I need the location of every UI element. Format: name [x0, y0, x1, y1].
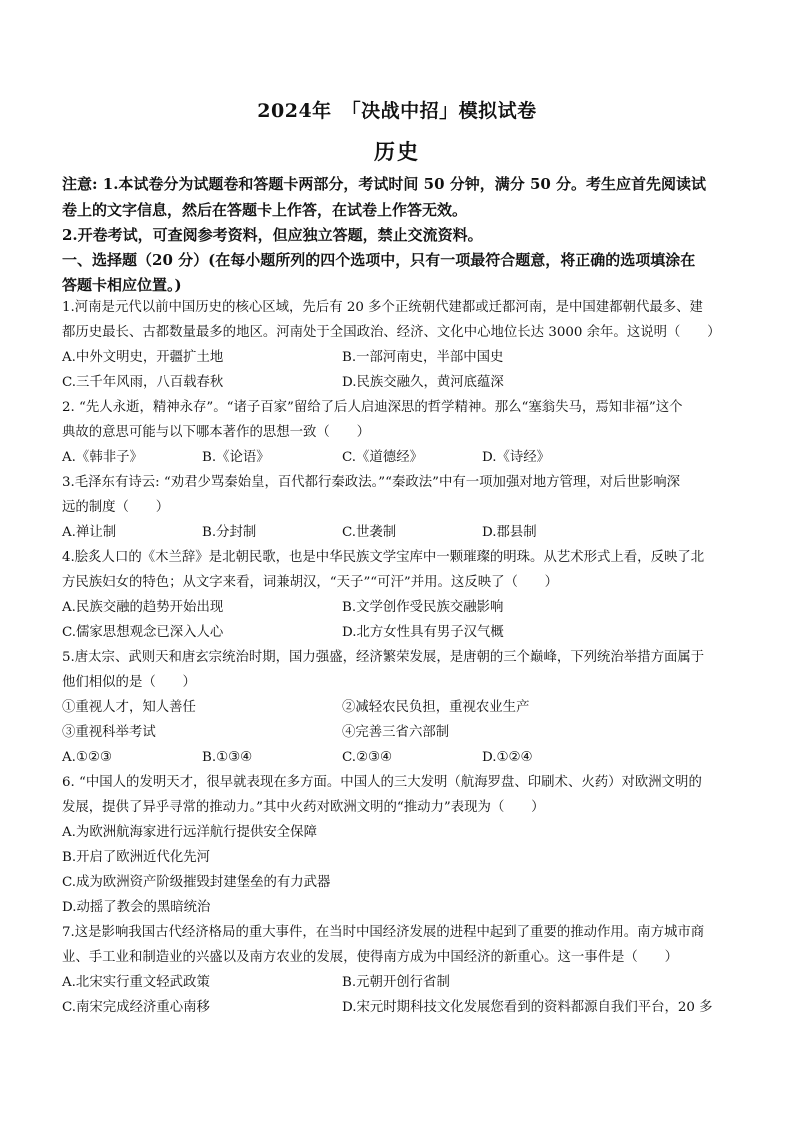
- q7-option-b: B.元朝开创行省制: [342, 975, 450, 990]
- subject-title: 历史: [374, 139, 420, 164]
- q6-stem-line-1: 6. “中国人的发明天才，很早就表现在多方面。中国人的三大发明（航海罗盘、印刷术、火药）对欧洲文明的: [62, 775, 702, 790]
- q7-option-c: C.南宋完成经济重心南移: [62, 1000, 210, 1015]
- q3-option-c: C.世袭制: [342, 525, 397, 540]
- q5-option-b: B.①③④: [202, 750, 253, 765]
- q1-stem-line-1: 1.河南是元代以前中国历史的核心区域，先后有 20 多个正统朝代建都或迁都河南，是中国建都朝代最多、建: [62, 300, 703, 315]
- q2-option-b: B.《论语》: [202, 450, 270, 465]
- q6-option-c: C.成为欧洲资产阶级摧毁封建堡垒的有力武器: [62, 875, 331, 890]
- q2-option-d: D.《诗经》: [482, 450, 551, 465]
- q5-option-c: C.②③④: [342, 750, 393, 765]
- q3-option-d: D.郡县制: [482, 525, 537, 540]
- q3-stem-line-2: 远的制度（ ）: [62, 500, 170, 515]
- q7-stem-line-1: 7.这是影响我国古代经济格局的重大事件，在当时中国经济发展的进程中起到了重要的推动作用。南方城市商: [62, 925, 705, 940]
- q4-option-b: B.文学创作受民族交融影响: [342, 600, 504, 615]
- exam-title: 2024年 「决战中招」模拟试卷: [257, 100, 537, 122]
- q2-stem-line-1: 2. “先人永逝，精神永存”。“诸子百家”留给了后人启迪深思的哲学精神。那么“塞翁失马，焉知非福”这个: [62, 400, 683, 415]
- q2-option-c: C.《道德经》: [342, 450, 423, 465]
- q4-stem-line-2: 方民族妇女的特色；从文字来看，词兼胡汉，“天子”“可汗”并用。这反映了（ ）: [62, 575, 559, 590]
- q5-stem-line-1: 5.唐太宗、武则天和唐玄宗统治时期，国力强盛，经济繁荣发展，是唐朝的三个巅峰，下列统治举措方面属于: [62, 650, 705, 665]
- q7-option-a: A.北宋实行重文轻武政策: [62, 975, 210, 990]
- q4-option-a: A.民族交融的趋势开始出现: [62, 600, 224, 615]
- section-heading-line-1: 一、选择题（20 分）(在每小题所列的四个选项中，只有一项最符合题意，将正确的选项填涂在: [62, 251, 696, 269]
- q5-option-a: A.①②③: [62, 750, 112, 765]
- q4-stem-line-1: 4.脍炙人口的《木兰辞》是北朝民歌，也是中华民族文学宝库中一颗璀璨的明珠。从艺术形式上看，反映了北: [62, 550, 705, 565]
- q6-stem-line-2: 发展，提供了异乎寻常的推动力。”其中火药对欧洲文明的“推动力”表现为（ ）: [62, 800, 545, 815]
- notice-line-1: 注意: 1.本试卷分为试题卷和答题卡两部分，考试时间 50 分钟，满分 50 分。考生应首先阅读试: [62, 175, 707, 193]
- q1-option-c: C.三千年风雨，八百载春秋: [62, 375, 224, 390]
- q5-item-1: ①重视人才，知人善任: [62, 700, 196, 715]
- q7-option-d: D.宋元时期科技文化发展您看到的资料都源自我们平台，20 多: [342, 1000, 713, 1015]
- q3-option-b: B.分封制: [202, 525, 257, 540]
- q6-option-d: D.动摇了教会的黑暗统治: [62, 900, 211, 915]
- q2-option-a: A.《韩非子》: [62, 450, 143, 465]
- q5-item-3: ③重视科举考试: [62, 725, 156, 740]
- q4-option-c: C.儒家思想观念已深入人心: [62, 625, 224, 640]
- notice-line-2: 卷上的文字信息，然后在答题卡上作答，在试卷上作答无效。: [62, 201, 468, 219]
- q5-item-4: ④完善三省六部制: [342, 725, 450, 740]
- q5-item-2: ②减轻农民负担，重视农业生产: [342, 700, 530, 715]
- q6-option-b: B.开启了欧洲近代化先河: [62, 850, 211, 865]
- q1-option-d: D.民族交融久，黄河底蕴深: [342, 375, 504, 390]
- q7-stem-line-2: 业、手工业和制造业的兴盛以及南方农业的发展，使得南方成为中国经济的新重心。这一事件是（ ）: [62, 950, 678, 965]
- q4-option-d: D.北方女性具有男子汉气概: [342, 625, 504, 640]
- q3-stem-line-1: 3.毛泽东有诗云: “劝君少骂秦始皇，百代都行秦政法。”“秦政法”中有一项加强对地方管理，对后世影响深: [62, 475, 681, 490]
- q1-option-a: A.中外文明史，开疆扩土地: [62, 350, 224, 365]
- q2-stem-line-2: 典故的意思可能与以下哪本著作的思想一致（ ）: [62, 425, 370, 440]
- q6-option-a: A.为欧洲航海家进行远洋航行提供安全保障: [62, 825, 317, 840]
- q3-option-a: A.禅让制: [62, 525, 117, 540]
- q1-stem-line-2: 都历史最长、古都数量最多的地区。河南处于全国政治、经济、文化中心地位长达 3000 余年。这说明（ ）: [62, 325, 721, 340]
- q1-option-b: B.一部河南史，半部中国史: [342, 350, 504, 365]
- q5-stem-line-2: 他们相似的是（ ）: [62, 675, 196, 690]
- section-heading-line-2: 答题卡相应位置。): [62, 276, 182, 294]
- notice-line-3: 2.开卷考试，可查阅参考资料，但应独立答题，禁止交流资料。: [62, 226, 483, 244]
- q5-option-d: D.①②④: [482, 750, 533, 765]
